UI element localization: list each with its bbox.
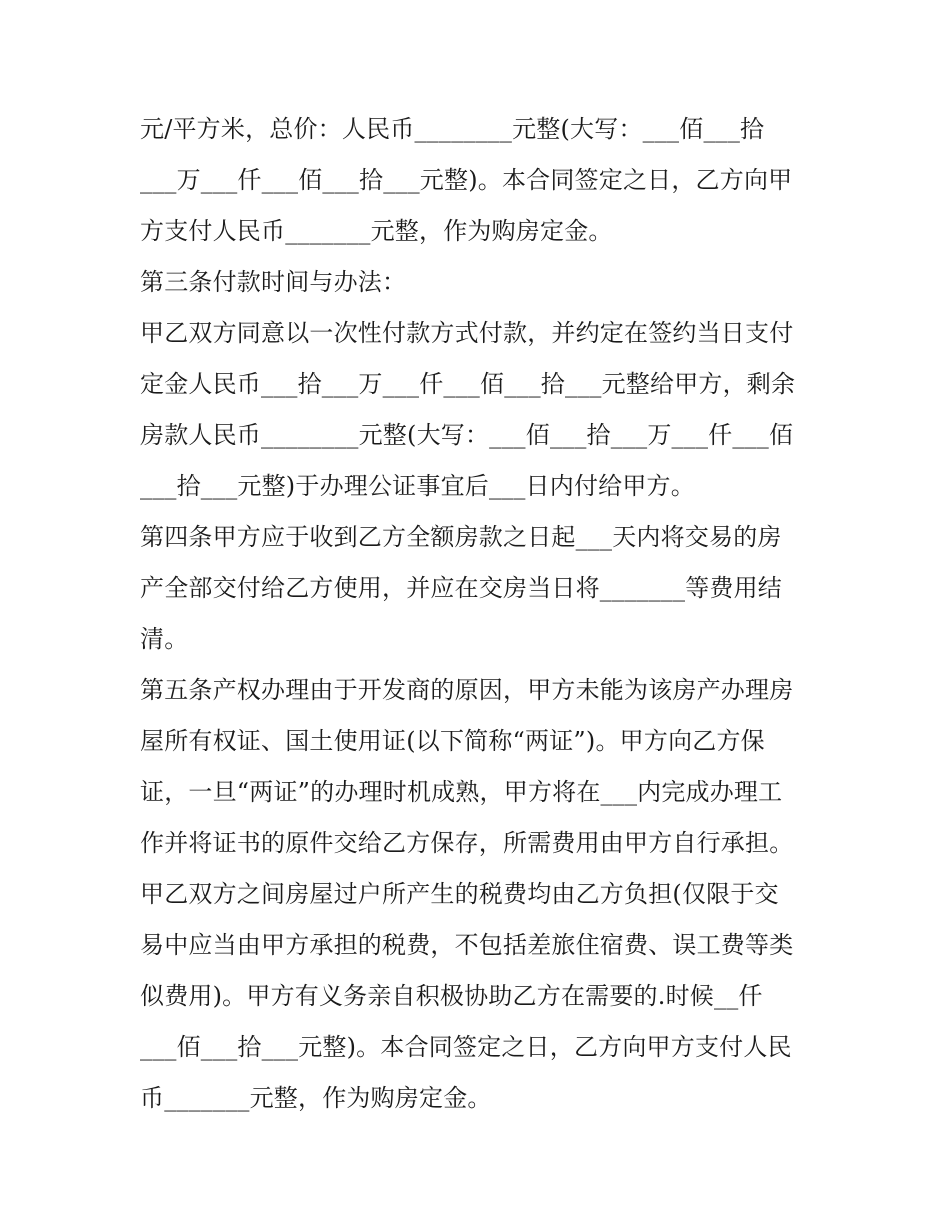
text-line: 房款人民币________元整(大写：___佰___拾___万___仟___佰 bbox=[140, 421, 794, 449]
text-line: 似费用)。甲方有义务亲自积极协助乙方在需要的.时候__仟 bbox=[140, 982, 763, 1010]
text-line: 币_______元整，作为购房定金。 bbox=[140, 1084, 492, 1112]
text-line: 甲乙双方同意以一次性付款方式付款，并约定在签约当日支付 bbox=[140, 319, 794, 347]
document-body bbox=[140, 104, 820, 1124]
text-line: 屋所有权证、国土使用证(以下简称“两证”)。甲方向乙方保 bbox=[140, 727, 765, 755]
text-line: 产全部交付给乙方使用，并应在交房当日将_______等费用结 bbox=[140, 574, 782, 602]
article-heading: 第三条付款时间与办法： bbox=[140, 268, 407, 296]
text-line: ___佰___拾___元整)。本合同签定之日，乙方向甲方支付人民 bbox=[140, 1033, 792, 1061]
text-line: 易中应当由甲方承担的税费，不包括差旅住宿费、误工费等类 bbox=[140, 931, 794, 959]
text-line: 定金人民币___拾___万___仟___佰___拾___元整给甲方，剩余 bbox=[140, 370, 796, 398]
text-line: 方支付人民币_______元整，作为购房定金。 bbox=[140, 217, 613, 245]
text-line: 证，一旦“两证”的办理时机成熟，甲方将在___内完成办理工 bbox=[140, 778, 783, 806]
text-line: 甲乙双方之间房屋过户所产生的税费均由乙方负担(仅限于交 bbox=[140, 880, 779, 908]
text-line: 清。 bbox=[140, 625, 189, 653]
text-line: 第四条甲方应于收到乙方全额房款之日起___天内将交易的房 bbox=[140, 523, 782, 551]
text-line: ___万___仟___佰___拾___元整)。本合同签定之日，乙方向甲 bbox=[140, 166, 793, 194]
text-line: ___拾___元整)于办理公证事宜后___日内付给甲方。 bbox=[140, 472, 695, 500]
text-line: 元/平方米，总价：人民币________元整(大写：___佰___拾 bbox=[140, 115, 765, 143]
text-line: 第五条产权办理由于开发商的原因，甲方未能为该房产办理房 bbox=[140, 676, 794, 704]
text-line: 作并将证书的原件交给乙方保存，所需费用由甲方自行承担。 bbox=[140, 829, 794, 857]
